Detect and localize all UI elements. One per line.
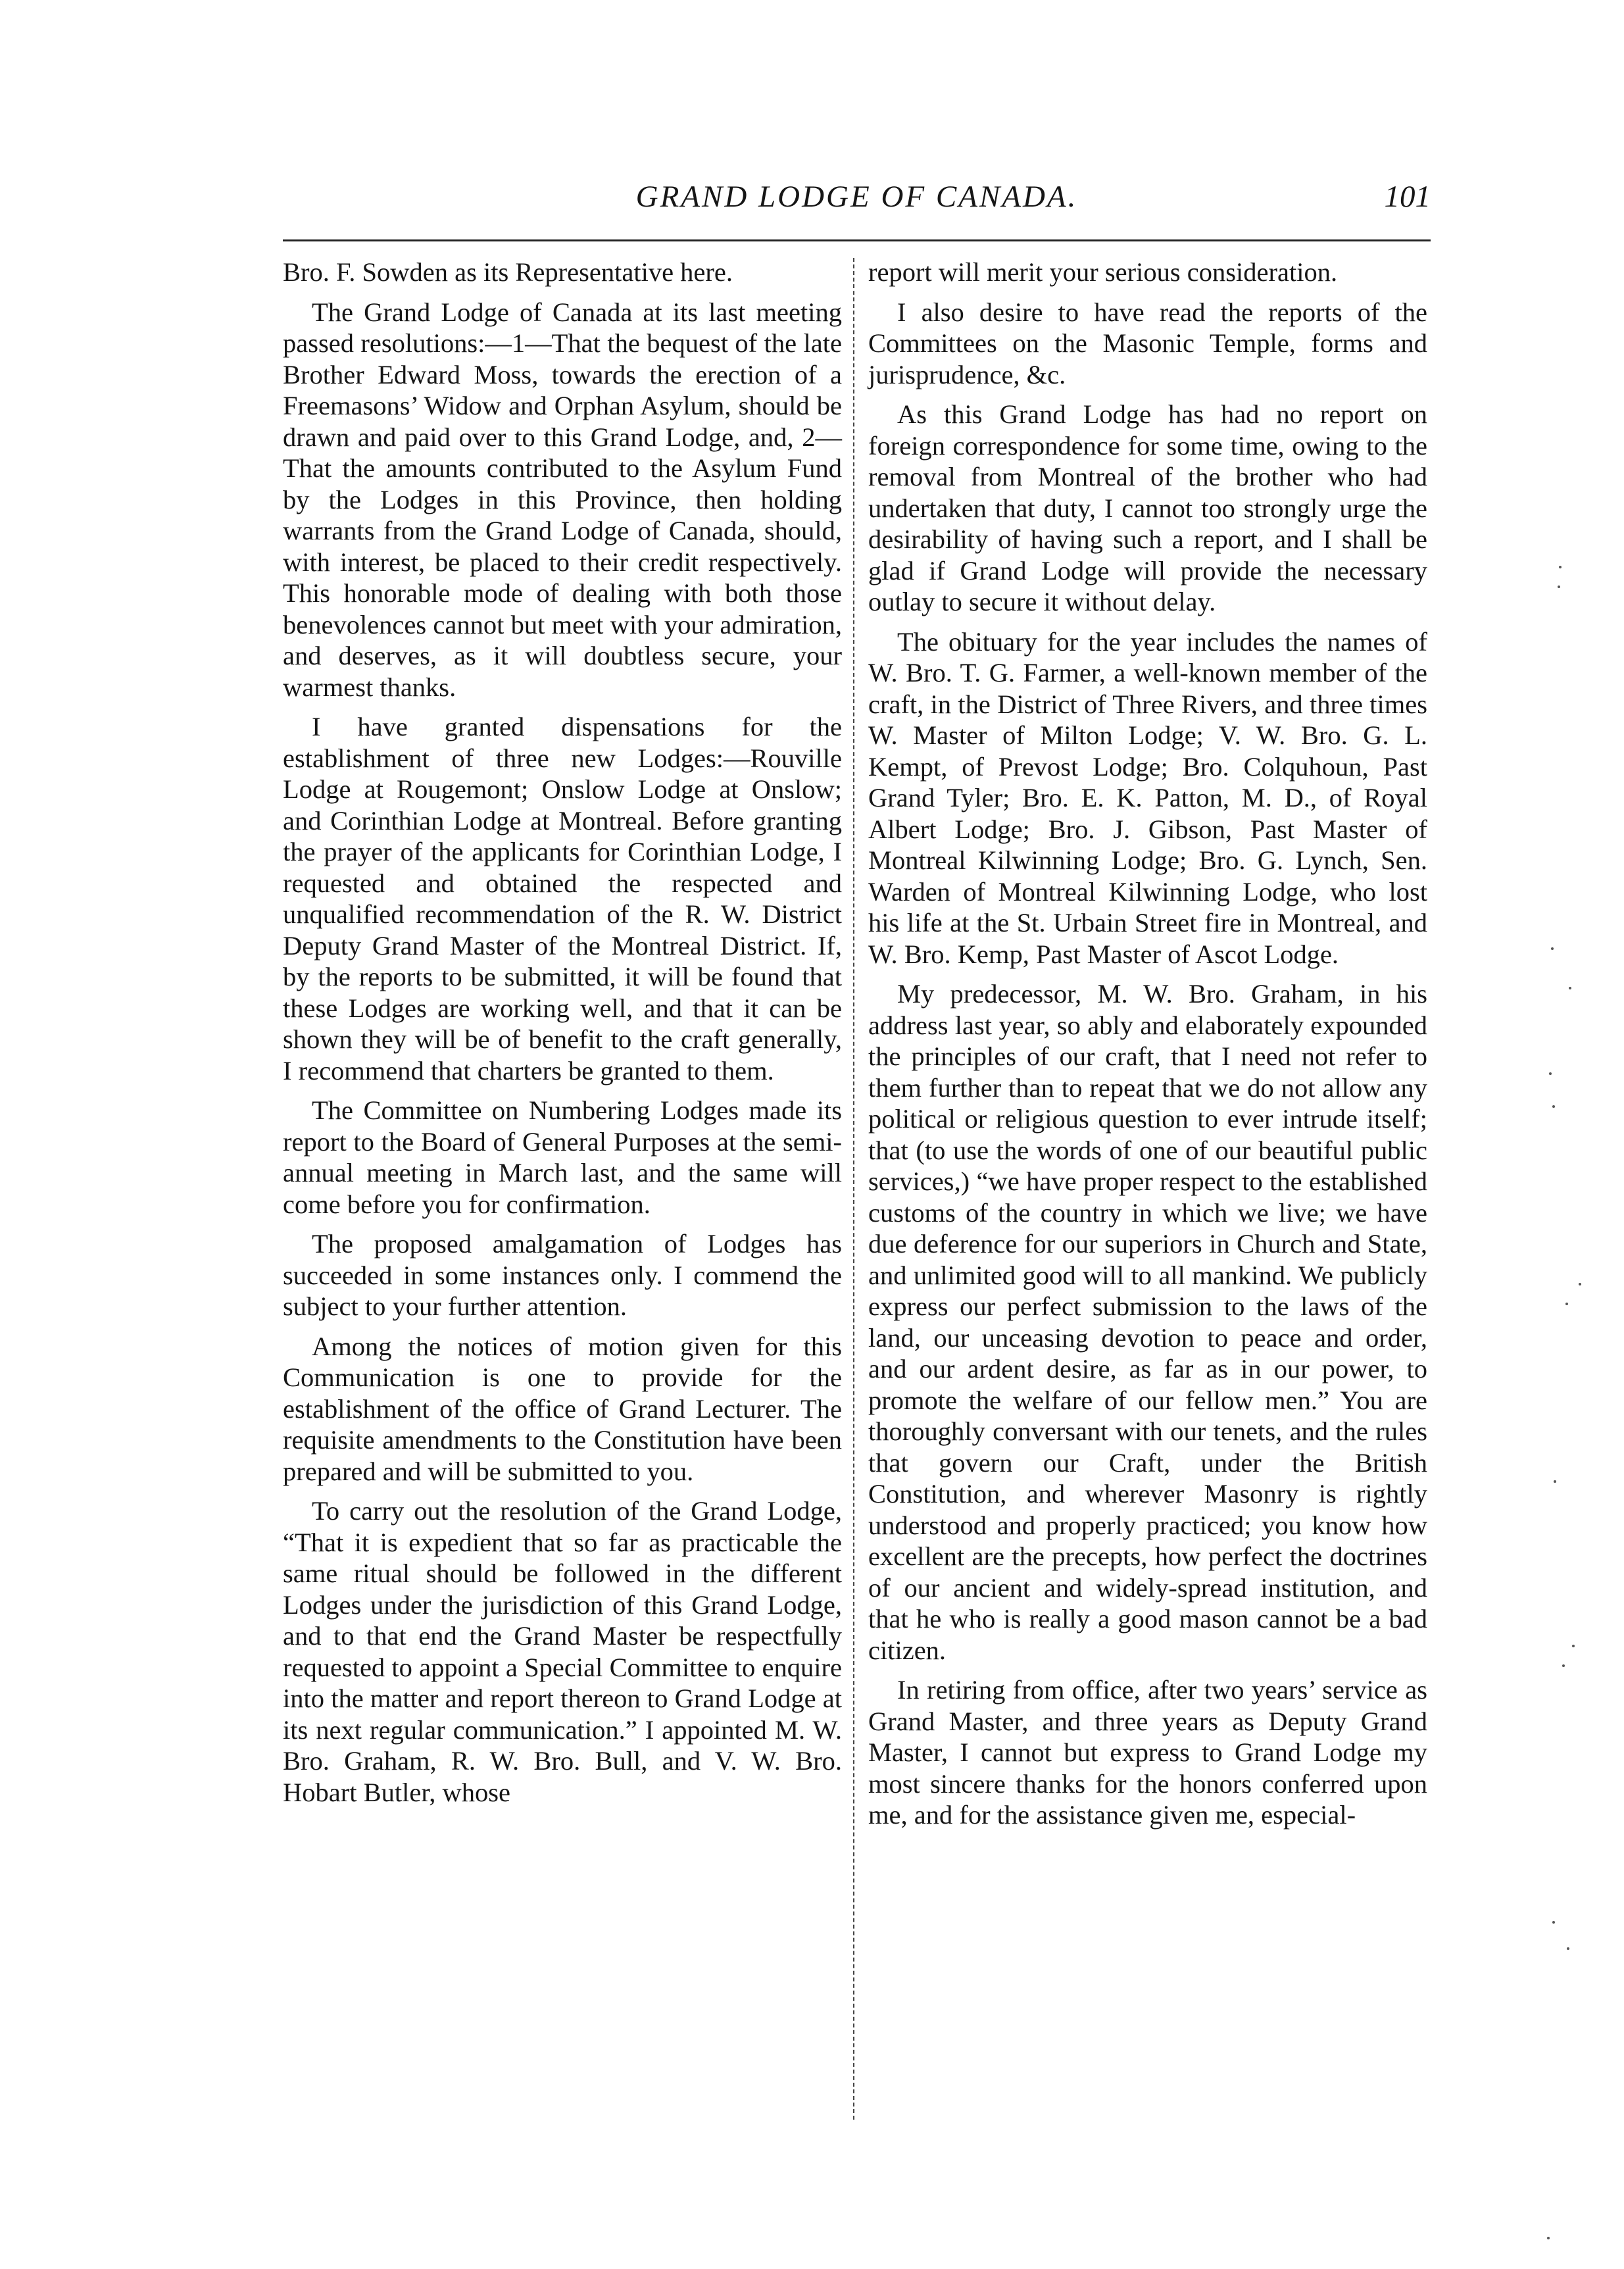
- paragraph: The Grand Lodge of Canada at its last meeting passed resolutions:—1—That the bequest of the late Brother Edward Moss, towards the erection of a Freemasons’ Widow and Orphan Asylum, should be drawn and paid over to this Grand Lodge, and, 2—That the amounts contributed to the Asylum Fund by the Lodges in this Province, then holding warrants from the Grand Lodge of Canada, should, with interest, be placed to their credit respectively. This honorable mode of dealing with both those benevolences cannot but meet with your admiration, and deserves, as it will doubtless secure, your warmest thanks.: [283, 297, 842, 702]
- header-rule: [283, 239, 1431, 241]
- column-divider: [853, 258, 854, 2120]
- paragraph: My predecessor, M. W. Bro. Graham, in his address last year, so ably and elaborately expounded the principles of our craft, that I need not refer to them further than to repeat that we do not allow any political or religious question to ever intrude itself; that (to use the words of one of our beautiful public services,) “we have proper respect to the established customs of the country in which we live; we have due deference for our superiors in Church and State, and unlimited good will to all mankind. We publicly express our perfect submission to the laws of the land, our unceasing devotion to peace and order, and our ardent desire, as far as in our power, to promote the welfare of our fellow men.” You are thoroughly conversant with our tenets, and the rules that govern our Craft, under the British Constitution, and wherever Masonry is rightly understood and properly practiced; you know how excellent are the precepts, how perfect the doctrines of our ancient and widely-spread institution, and that he who is really a good mason cannot be a bad citizen.: [868, 979, 1427, 1665]
- page-number: 101: [1384, 180, 1431, 214]
- paragraph: The obituary for the year includes the names of W. Bro. T. G. Farmer, a well-known member of the craft, in the District of Three Rivers, and three times W. Master of Milton Lodge; V. W. Bro. G. L. Kempt, of Prevost Lodge; Bro. Colquhoun, Past Grand Tyler; Bro. E. K. Patton, M. D., of Royal Albert Lodge; Bro. J. Gibson, Past Master of Montreal Kilwinning Lodge; Bro. G. Lynch, Sen. Warden of Montreal Kilwinning Lodge, who lost his life at the St. Urbain Street fire in Montreal, and W. Bro. Kemp, Past Master of Ascot Lodge.: [868, 626, 1427, 969]
- paragraph: I have granted dispensations for the establishment of three new Lodges:—Rouville Lodge at Rougemont; Onslow Lodge at Onslow; and Corinthian Lodge at Montreal. Before granting the prayer of the applicants for Corinthian Lodge, I requested and obtained the respected and unqualified recommendation of the R. W. District Deputy Grand Master of the Montreal District. If, by the reports to be submitted, it will be found that these Lodges are working well, and that it can be shown they will be of benefit to the craft generally, I recommend that charters be granted to them.: [283, 712, 842, 1085]
- paragraph: report will merit your serious consideration.: [868, 257, 1338, 287]
- speck: [1579, 1283, 1581, 1285]
- speck: [1569, 987, 1571, 989]
- paragraph: As this Grand Lodge has had no report on foreign correspondence for some time, owing to the removal from Montreal of the brother who had undertaken that duty, I cannot too strongly urge the desirability of having such a report, and I shall be glad if Grand Lodge will provide the necessary outlay to secure it without delay.: [868, 399, 1427, 616]
- speck: [1567, 1947, 1569, 1950]
- speck: [1549, 1072, 1552, 1075]
- paragraph: To carry out the resolution of the Grand Lodge, “That it is expedient that so far as practicable the same ritual should be followed in the different Lodges under the jurisdiction of this Grand Lodge, and to that end the Grand Master be respectfully requested to appoint a Special Committee to enquire into the matter and report thereon to Grand Lodge at its next regular communication.” I appointed M. W. Bro. Graham, R. W. Bro. Bull, and V. W. Bro. Hobart Butler, whose: [283, 1496, 842, 1807]
- speck: [1554, 1480, 1556, 1483]
- speck: [1565, 1303, 1568, 1305]
- margin-specks: [1539, 526, 1605, 2237]
- paragraph: Among the notices of motion given for this Communication is one to provide for the establishment of the office of Grand Lecturer. The requisite amendments to the Constitution have been prepared and will be submitted to you.: [283, 1331, 842, 1486]
- speck: [1559, 566, 1562, 568]
- speck: [1547, 2237, 1550, 2239]
- speck: [1562, 1664, 1565, 1667]
- paragraph: The proposed amalgamation of Lodges has succeeded in some instances only. I commend the subject to your further attention.: [283, 1229, 842, 1321]
- left-column: [283, 257, 842, 1816]
- running-title: GRAND LODGE OF CANADA.: [635, 180, 1078, 214]
- speck: [1552, 1105, 1555, 1108]
- speck: [1552, 1921, 1555, 1924]
- right-column: [868, 257, 1427, 1839]
- running-header: [283, 179, 1431, 232]
- speck: [1572, 1645, 1575, 1647]
- paragraph: Bro. F. Sowden as its Representative here.: [283, 257, 733, 287]
- paragraph: The Committee on Numbering Lodges made its report to the Board of General Purposes at the semi-annual meeting in March last, and the same will come before you for confirmation.: [283, 1095, 842, 1219]
- paragraph: I also desire to have read the reports of the Committees on the Masonic Temple, forms and jurisprudence, &c.: [868, 297, 1427, 389]
- paragraph: In retiring from office, after two years’ service as Grand Master, and three years as Deputy Grand Master, I cannot but express to Grand Lodge my most sincere thanks for the honors conferred upon me, and for the assistance given me, especial-: [868, 1675, 1427, 1830]
- speck: [1551, 947, 1554, 950]
- speck: [1558, 586, 1560, 588]
